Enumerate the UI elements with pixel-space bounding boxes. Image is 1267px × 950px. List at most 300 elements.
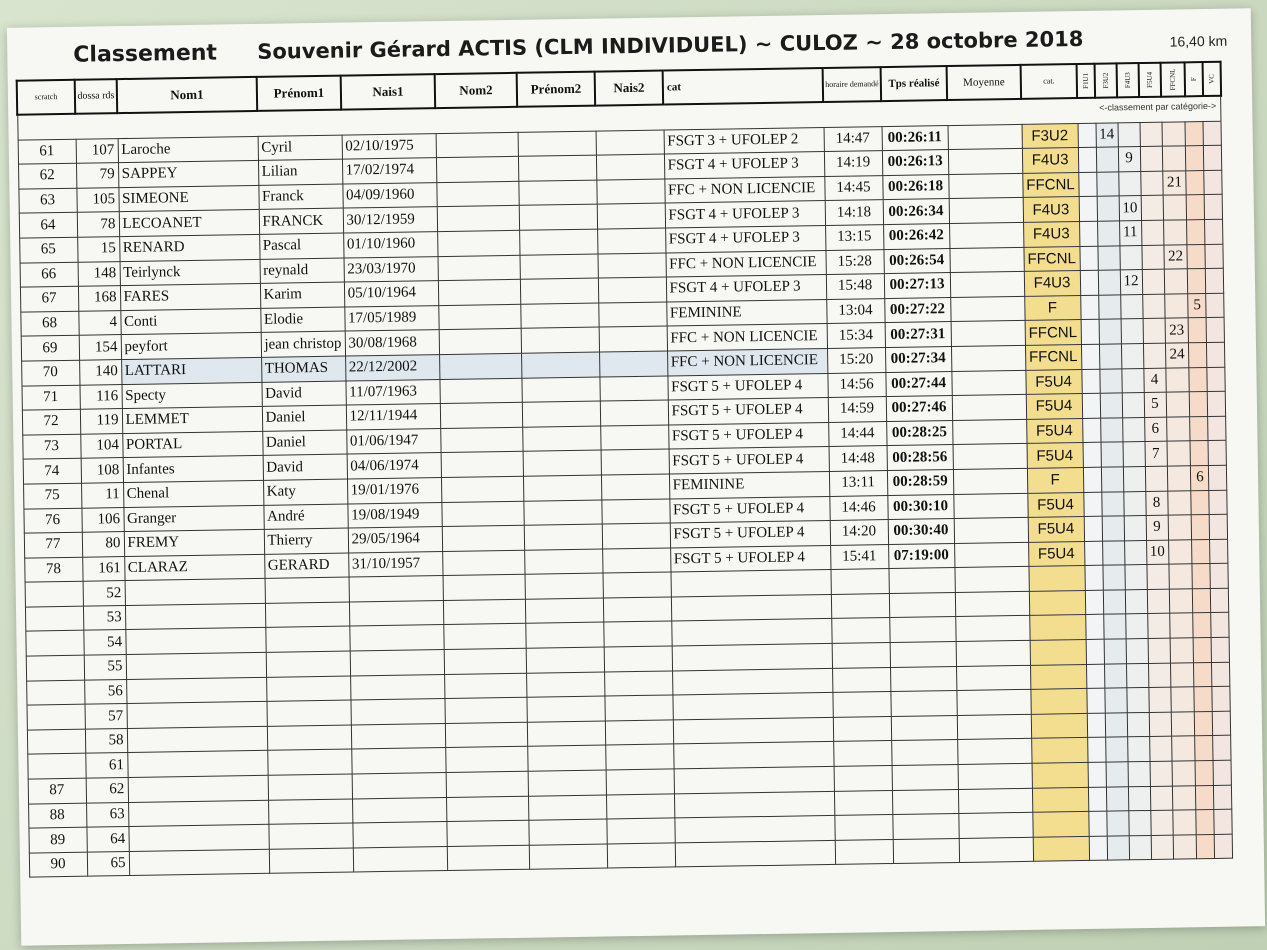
col-nom1: Nom1: [117, 77, 258, 113]
prenom-cell: Daniel: [262, 430, 346, 456]
nom2-cell: [443, 599, 525, 625]
col-nom2: Nom2: [435, 73, 518, 108]
moyenne-cell: [953, 468, 1027, 494]
tps-cell: 00:27:46: [886, 396, 952, 422]
horaire-cell: 13:11: [829, 470, 887, 496]
nais2-cell: [596, 179, 664, 205]
cat2-cell: FFCNL: [1022, 172, 1078, 197]
col-rank-vc: VC: [1202, 62, 1221, 96]
dossard-cell: 140: [79, 360, 121, 385]
dossard-cell: 4: [78, 310, 120, 335]
nais-cell: 04/09/1960: [342, 182, 436, 208]
prenom2-cell: [526, 647, 604, 673]
cat2-cell: [1029, 566, 1085, 591]
rank-cell: [1166, 417, 1190, 442]
rank-cell: [1149, 737, 1171, 762]
rank-cell: [1214, 785, 1232, 810]
nom2-cell: [440, 427, 522, 453]
dossard-cell: 168: [78, 286, 120, 311]
nais-cell: 17/02/1974: [342, 158, 436, 184]
horaire-cell: [834, 815, 892, 841]
nom-cell: Specty: [121, 382, 261, 409]
nom-cell: PORTAL: [122, 431, 262, 458]
dossard-cell: 154: [79, 335, 121, 360]
nom-cell: [129, 849, 269, 876]
rank-cell: [1190, 392, 1208, 417]
cat2-cell: [1029, 615, 1085, 640]
moyenne-cell: [956, 665, 1030, 691]
rank-cell: [1079, 197, 1097, 222]
dossard-cell: 161: [82, 556, 124, 581]
nom-cell: Chenal: [123, 480, 263, 507]
rank-cell: [1193, 588, 1211, 613]
prenom-cell: [266, 700, 350, 726]
nais2-cell: [600, 400, 668, 426]
rank-cell: 11: [1119, 221, 1141, 246]
nom-cell: [126, 652, 266, 679]
horaire-cell: [834, 766, 892, 792]
horaire-cell: [832, 692, 890, 718]
tps-cell: 00:26:54: [884, 248, 950, 274]
prenom2-cell: [527, 745, 605, 771]
tps-cell: [889, 568, 955, 594]
rank-cell: [1097, 245, 1119, 270]
rank-cell: [1213, 711, 1231, 736]
rank-cell: [1096, 147, 1118, 172]
rank-cell: [1210, 539, 1228, 564]
rank-cell: [1163, 220, 1187, 245]
rank-cell: [1206, 318, 1224, 343]
horaire-cell: 15:20: [827, 348, 885, 374]
scratch-cell: 74: [23, 459, 81, 485]
rank-cell: 5: [1188, 293, 1206, 318]
rank-cell: [1208, 416, 1226, 441]
rank-cell: [1150, 810, 1172, 835]
col-rank-f5u4: F5U4: [1139, 63, 1162, 97]
rank-cell: [1106, 762, 1128, 787]
tps-cell: 00:27:44: [885, 371, 951, 397]
horaire-cell: 14:18: [825, 200, 883, 226]
rank-cell: [1101, 442, 1123, 467]
prenom2-cell: [525, 622, 603, 648]
prenom-cell: Lilian: [258, 159, 342, 185]
results-sheet: [7, 8, 1265, 945]
rank-cell: [1084, 541, 1102, 566]
col-rank-f: F: [1184, 62, 1203, 96]
prenom2-cell: [521, 352, 599, 378]
rank-cell: [1120, 294, 1142, 319]
moyenne-cell: [959, 837, 1033, 863]
tps-cell: [892, 789, 958, 815]
rank-cell: [1107, 836, 1129, 861]
rank-cell: [1145, 466, 1167, 491]
rank-cell: [1207, 342, 1225, 367]
nom-cell: [125, 628, 265, 655]
nom2-cell: [438, 304, 520, 330]
tps-cell: [892, 765, 958, 791]
rank-cell: [1087, 738, 1105, 763]
cat-cell: FEMININE: [669, 471, 829, 498]
scratch-cell: [25, 581, 83, 607]
nom2-cell: [436, 132, 518, 158]
dossard-cell: 56: [84, 679, 126, 704]
dossard-cell: 61: [85, 753, 127, 778]
rank-cell: [1166, 392, 1190, 417]
rank-cell: [1205, 219, 1223, 244]
cat2-cell: F5U4: [1027, 443, 1083, 468]
moyenne-cell: [951, 345, 1025, 371]
rank-cell: [1172, 761, 1196, 786]
nais2-cell: [606, 769, 674, 795]
nom2-cell: [442, 550, 524, 576]
cat2-cell: F4U3: [1022, 148, 1078, 173]
cat-cell: [671, 619, 831, 646]
nais-cell: [352, 773, 446, 799]
cat-cell: FSGT 5 + UFOLEP 4: [668, 398, 828, 425]
rank-cell: 4: [1143, 368, 1165, 393]
rank-cell: [1125, 614, 1147, 639]
rank-cell: [1098, 295, 1120, 320]
rank-cell: [1086, 664, 1104, 689]
nais-cell: [351, 748, 445, 774]
dossard-cell: 52: [83, 581, 125, 606]
prenom2-cell: [521, 377, 599, 403]
nais2-cell: [598, 302, 666, 328]
tps-cell: [889, 617, 955, 643]
prenom-cell: [268, 799, 352, 825]
rank-cell: [1192, 515, 1210, 540]
rank-cell: [1101, 491, 1123, 516]
prenom2-cell: [518, 180, 596, 206]
moyenne-cell: [950, 272, 1024, 298]
nais2-cell: [604, 646, 672, 672]
rank-cell: [1141, 245, 1163, 270]
rank-cell: [1185, 121, 1203, 146]
rank-cell: [1196, 810, 1214, 835]
dossard-cell: 106: [81, 507, 123, 532]
moyenne-cell: [955, 591, 1029, 617]
rank-cell: 6: [1144, 417, 1166, 442]
tps-cell: 00:30:10: [887, 494, 953, 520]
rank-cell: [1121, 368, 1143, 393]
cat-cell: FSGT 3 + UFOLEP 2: [664, 127, 824, 154]
rank-cell: [1209, 490, 1227, 515]
prenom2-cell: [523, 500, 601, 526]
rank-cell: [1170, 687, 1194, 712]
rank-cell: [1096, 172, 1118, 197]
moyenne-cell: [950, 247, 1024, 273]
cat2-cell: F4U3: [1024, 271, 1080, 296]
rank-cell: [1149, 712, 1171, 737]
rank-cell: [1122, 417, 1144, 442]
col-moyenne: Moyenne: [947, 65, 1022, 100]
rank-cell: [1189, 342, 1207, 367]
cat2-cell: [1032, 787, 1088, 812]
rank-cell: [1188, 318, 1206, 343]
rank-cell: [1118, 122, 1140, 147]
rank-cell: [1167, 441, 1191, 466]
rank-cell: [1125, 565, 1147, 590]
cat2-cell: F5U4: [1028, 541, 1084, 566]
prenom-cell: [266, 651, 350, 677]
rank-cell: [1204, 195, 1222, 220]
horaire-cell: [832, 667, 890, 693]
moyenne-cell: [958, 763, 1032, 789]
scratch-cell: 64: [19, 213, 77, 239]
nais2-cell: [600, 425, 668, 451]
nais2-cell: [605, 695, 673, 721]
nais-cell: 04/06/1974: [347, 453, 441, 479]
nom-cell: [125, 603, 265, 630]
nais2-cell: [599, 351, 667, 377]
scratch-cell: [27, 729, 85, 755]
rank-cell: [1196, 785, 1214, 810]
nom2-cell: [445, 697, 527, 723]
rank-cell: [1082, 393, 1100, 418]
moyenne-cell: [954, 517, 1028, 543]
nom2-cell: [436, 157, 518, 183]
scratch-cell: 72: [22, 409, 80, 435]
rank-cell: [1168, 515, 1192, 540]
rank-cell: [1088, 811, 1106, 836]
moyenne-cell: [954, 542, 1028, 568]
rank-cell: [1086, 688, 1104, 713]
nais2-cell: [602, 523, 670, 549]
rank-cell: [1097, 196, 1119, 221]
cat-cell: [672, 668, 832, 695]
rank-cell: [1188, 269, 1206, 294]
horaire-cell: 15:48: [826, 274, 884, 300]
rank-cell: [1172, 810, 1196, 835]
rank-cell: [1128, 786, 1150, 811]
nom2-cell: [441, 501, 523, 527]
rank-cell: [1187, 195, 1205, 220]
nais2-cell: [602, 548, 670, 574]
rank-cell: [1104, 688, 1126, 713]
rank-cell: [1147, 564, 1169, 589]
tps-cell: 00:28:59: [887, 469, 953, 495]
dossard-cell: 11: [81, 482, 123, 507]
nais2-cell: [603, 621, 671, 647]
nom-cell: RENARD: [119, 234, 259, 261]
nais-cell: 31/10/1957: [348, 551, 442, 577]
col-cat2: cat.: [1021, 64, 1078, 99]
rank-cell: [1170, 638, 1194, 663]
prenom-cell: jean christop: [261, 331, 345, 357]
rank-cell: [1210, 514, 1228, 539]
cat2-cell: FFCNL: [1025, 344, 1081, 369]
rank-cell: 10: [1146, 540, 1168, 565]
nom2-cell: [439, 329, 521, 355]
prenom2-cell: [523, 450, 601, 476]
tps-cell: 00:27:34: [885, 346, 951, 372]
dossard-cell: 57: [85, 704, 127, 729]
prenom-cell: Karim: [260, 282, 344, 308]
rank-cell: [1172, 785, 1196, 810]
nom-cell: LECOANET: [119, 210, 259, 237]
col-rank-f4u3: F4U3: [1117, 63, 1140, 97]
cat2-cell: [1029, 590, 1085, 615]
moyenne-cell: [951, 370, 1025, 396]
cat-cell: [674, 766, 834, 793]
rank-cell: 9: [1118, 147, 1140, 172]
horaire-cell: 14:48: [829, 446, 887, 472]
nom2-cell: [436, 181, 518, 207]
cat2-cell: [1030, 664, 1086, 689]
cat2-cell: F5U4: [1028, 517, 1084, 542]
rank-cell: [1150, 761, 1172, 786]
prenom2-cell: [528, 795, 606, 821]
rank-cell: 9: [1146, 515, 1168, 540]
prenom2-cell: [529, 844, 607, 870]
prenom-cell: David: [261, 381, 345, 407]
classement-title: Classement: [73, 40, 218, 68]
rank-cell: [1195, 736, 1213, 761]
rank-cell: [1079, 246, 1097, 271]
prenom-cell: [265, 602, 349, 628]
tps-cell: 00:27:13: [884, 273, 950, 299]
rank-cell: [1129, 835, 1151, 860]
prenom-cell: André: [263, 504, 347, 530]
nom-cell: CLARAZ: [124, 554, 264, 581]
scratch-cell: 68: [20, 311, 78, 337]
horaire-cell: [831, 593, 889, 619]
rank-cell: [1088, 762, 1106, 787]
scratch-cell: [26, 655, 84, 681]
prenom-cell: [267, 725, 351, 751]
rank-cell: [1170, 662, 1194, 687]
tps-cell: [890, 666, 956, 692]
prenom-cell: Cyril: [258, 135, 342, 161]
rank-cell: 22: [1163, 244, 1187, 269]
prenom2-cell: [525, 598, 603, 624]
rank-cell: [1098, 270, 1120, 295]
scratch-cell: 78: [24, 557, 82, 583]
nom2-cell: [444, 673, 526, 699]
dossard-cell: 54: [83, 630, 125, 655]
prenom2-cell: [525, 573, 603, 599]
rank-cell: 5: [1144, 392, 1166, 417]
rank-cell: [1100, 418, 1122, 443]
nais-cell: 02/10/1975: [342, 133, 436, 159]
nais-cell: 19/01/1976: [347, 477, 441, 503]
moyenne-cell: [958, 813, 1032, 839]
moyenne-cell: [948, 149, 1022, 175]
prenom2-cell: [518, 155, 596, 181]
prenom-cell: [265, 626, 349, 652]
prenom-cell: FRANCK: [259, 208, 343, 234]
rank-cell: [1078, 123, 1096, 148]
scratch-cell: [27, 754, 85, 780]
rank-cell: [1204, 145, 1222, 170]
nais2-cell: [598, 253, 666, 279]
cat2-cell: [1031, 713, 1087, 738]
nais2-cell: [605, 744, 673, 770]
nais-cell: 29/05/1964: [348, 527, 442, 553]
dossard-cell: 58: [85, 728, 127, 753]
cat2-cell: F3U2: [1022, 123, 1078, 148]
scratch-cell: 70: [21, 360, 79, 386]
rank-cell: [1087, 713, 1105, 738]
rank-cell: [1079, 221, 1097, 246]
rank-cell: [1164, 294, 1188, 319]
scratch-cell: 87: [28, 778, 86, 804]
rank-cell: 6: [1191, 465, 1209, 490]
cat2-cell: [1031, 738, 1087, 763]
dossard-cell: 104: [80, 433, 122, 458]
scratch-cell: 73: [22, 434, 80, 460]
cat2-cell: FFCNL: [1023, 246, 1079, 271]
moyenne-cell: [948, 173, 1022, 199]
nais2-cell: [607, 843, 675, 869]
rank-cell: [1206, 268, 1224, 293]
prenom-cell: [268, 774, 352, 800]
horaire-cell: [835, 839, 893, 865]
rank-cell: [1147, 589, 1169, 614]
rank-cell: [1106, 811, 1128, 836]
horaire-cell: 14:46: [829, 495, 887, 521]
prenom2-cell: [519, 229, 597, 255]
cat2-cell: F4U3: [1023, 221, 1079, 246]
cat-cell: [673, 742, 833, 769]
rank-cell: 21: [1162, 171, 1186, 196]
nom2-cell: [443, 624, 525, 650]
nom2-cell: [444, 648, 526, 674]
col-rank-f3u2: F3U2: [1095, 63, 1118, 97]
nom2-cell: [441, 476, 523, 502]
rank-cell: [1165, 367, 1189, 392]
cat-cell: FSGT 5 + UFOLEP 4: [669, 447, 829, 474]
rank-cell: [1126, 688, 1148, 713]
col-tps: Tps réalisé: [881, 66, 948, 101]
scratch-cell: 71: [21, 385, 79, 411]
rank-cell: [1192, 564, 1210, 589]
rank-cell: [1187, 244, 1205, 269]
cat-cell: FFC + NON LICENCIE: [667, 324, 827, 351]
moyenne-cell: [953, 444, 1027, 470]
rank-cell: [1148, 663, 1170, 688]
scratch-cell: 67: [20, 286, 78, 312]
rank-cell: [1143, 319, 1165, 344]
nais-cell: [352, 822, 446, 848]
prenom-cell: David: [263, 454, 347, 480]
nom-cell: [128, 825, 268, 852]
rank-cell: 12: [1120, 270, 1142, 295]
nom-cell: [126, 702, 266, 729]
rank-cell: [1151, 835, 1173, 860]
rank-cell: [1078, 172, 1096, 197]
rank-cell: [1124, 540, 1146, 565]
rank-cell: [1141, 196, 1163, 221]
rank-cell: [1080, 270, 1098, 295]
rank-cell: 8: [1145, 491, 1167, 516]
tps-cell: 00:26:18: [882, 174, 948, 200]
nais-cell: [350, 674, 444, 700]
scratch-cell: 66: [20, 262, 78, 288]
nom2-cell: [437, 206, 519, 232]
nom2-cell: [446, 771, 528, 797]
rank-cell: [1206, 293, 1224, 318]
rank-cell: [1104, 639, 1126, 664]
nom-cell: SAPPEY: [118, 161, 258, 188]
cat-cell: [675, 840, 835, 867]
rank-cell: [1080, 295, 1098, 320]
horaire-cell: 13:15: [825, 225, 883, 251]
cat-cell: [671, 594, 831, 621]
nais2-cell: [604, 671, 672, 697]
tps-cell: [890, 691, 956, 717]
cat-cell: FFC + NON LICENCIE: [664, 176, 824, 203]
